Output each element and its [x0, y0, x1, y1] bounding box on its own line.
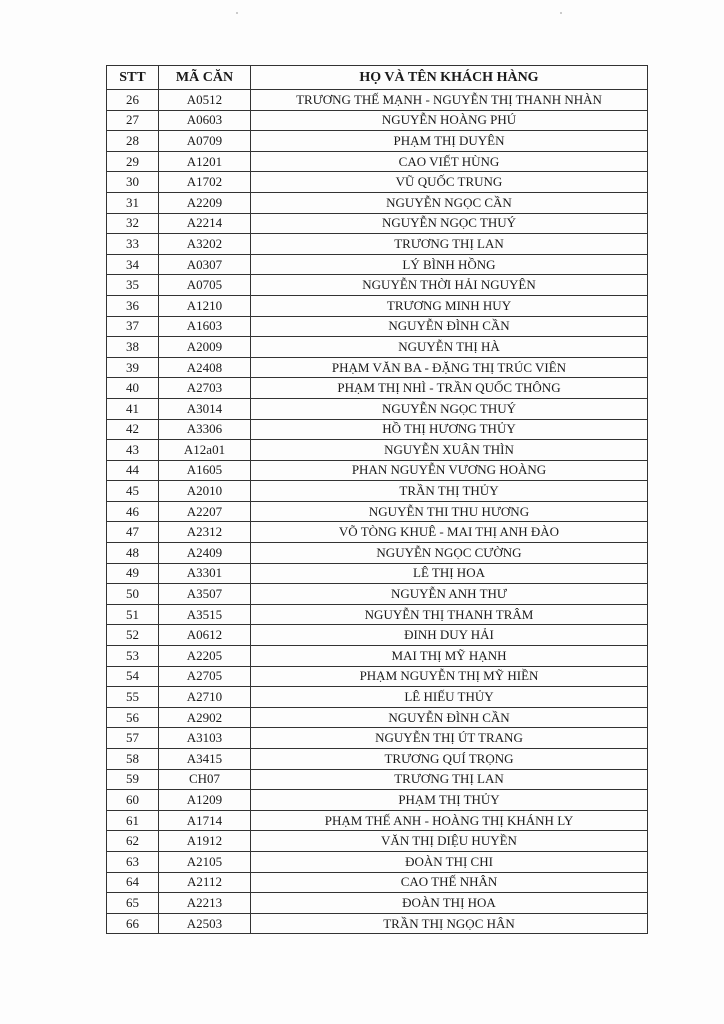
- table-row: [107, 810, 648, 831]
- cell-customer-name: TRƯƠNG QUÍ TRỌNG: [251, 749, 648, 770]
- cell-unit-code: A12a01: [159, 440, 251, 461]
- cell-customer-name: NGUYỄN THỊ HÀ: [251, 337, 648, 358]
- cell-customer-name: VÕ TÒNG KHUÊ - MAI THỊ ANH ĐÀO: [251, 522, 648, 543]
- cell-stt: 40: [107, 378, 159, 399]
- table-row: [107, 213, 648, 234]
- cell-stt: 63: [107, 851, 159, 872]
- cell-customer-name: ĐOÀN THỊ CHI: [251, 851, 648, 872]
- cell-stt: 30: [107, 172, 159, 193]
- cell-unit-code: A1702: [159, 172, 251, 193]
- cell-stt: 26: [107, 90, 159, 111]
- cell-stt: 35: [107, 275, 159, 296]
- cell-stt: 37: [107, 316, 159, 337]
- table-row: [107, 769, 648, 790]
- cell-stt: 66: [107, 913, 159, 934]
- cell-stt: 55: [107, 687, 159, 708]
- cell-unit-code: A0705: [159, 275, 251, 296]
- cell-unit-code: A0603: [159, 110, 251, 131]
- cell-customer-name: TRẦN THỊ THỦY: [251, 481, 648, 502]
- table-row: [107, 872, 648, 893]
- cell-customer-name: VŨ QUỐC TRUNG: [251, 172, 648, 193]
- table-row: [107, 110, 648, 131]
- cell-unit-code: A2205: [159, 646, 251, 667]
- table-row: [107, 151, 648, 172]
- cell-stt: 33: [107, 234, 159, 255]
- cell-customer-name: PHẠM THỊ NHÌ - TRẦN QUỐC THÔNG: [251, 378, 648, 399]
- table-row: [107, 687, 648, 708]
- cell-customer-name: LÊ THỊ HOA: [251, 563, 648, 584]
- table-row: [107, 254, 648, 275]
- cell-stt: 29: [107, 151, 159, 172]
- table-row: [107, 192, 648, 213]
- table-row: [107, 316, 648, 337]
- cell-stt: 54: [107, 666, 159, 687]
- cell-customer-name: TRƯƠNG THỊ LAN: [251, 769, 648, 790]
- cell-customer-name: NGUYỄN ANH THƯ: [251, 584, 648, 605]
- cell-customer-name: NGUYỄN HOÀNG PHÚ: [251, 110, 648, 131]
- cell-customer-name: NGUYỄN NGỌC CẦN: [251, 192, 648, 213]
- cell-customer-name: MAI THỊ MỸ HẠNH: [251, 646, 648, 667]
- cell-unit-code: A2213: [159, 893, 251, 914]
- cell-stt: 47: [107, 522, 159, 543]
- table-row: [107, 378, 648, 399]
- cell-stt: 27: [107, 110, 159, 131]
- cell-stt: 53: [107, 646, 159, 667]
- table-row: [107, 646, 648, 667]
- cell-unit-code: A2710: [159, 687, 251, 708]
- cell-unit-code: A3202: [159, 234, 251, 255]
- cell-stt: 64: [107, 872, 159, 893]
- table-row: [107, 501, 648, 522]
- cell-stt: 56: [107, 707, 159, 728]
- cell-unit-code: A1912: [159, 831, 251, 852]
- table-row: [107, 913, 648, 934]
- cell-unit-code: A2009: [159, 337, 251, 358]
- cell-customer-name: TRƯƠNG MINH HUY: [251, 295, 648, 316]
- cell-unit-code: A1605: [159, 460, 251, 481]
- table-row: [107, 790, 648, 811]
- cell-unit-code: A2703: [159, 378, 251, 399]
- table-row: [107, 543, 648, 564]
- scan-speck: [560, 12, 562, 14]
- cell-stt: 59: [107, 769, 159, 790]
- cell-customer-name: HỒ THỊ HƯƠNG THỦY: [251, 419, 648, 440]
- cell-customer-name: NGUYỄN ĐÌNH CẦN: [251, 316, 648, 337]
- table-row: [107, 728, 648, 749]
- cell-customer-name: NGUYỄN NGỌC CƯỜNG: [251, 543, 648, 564]
- cell-customer-name: NGUYỄN NGỌC THUÝ: [251, 398, 648, 419]
- cell-customer-name: ĐOÀN THỊ HOA: [251, 893, 648, 914]
- cell-stt: 58: [107, 749, 159, 770]
- table-row: [107, 357, 648, 378]
- cell-unit-code: A3301: [159, 563, 251, 584]
- cell-customer-name: NGUYỄN THỊ ÚT TRANG: [251, 728, 648, 749]
- table-row: [107, 419, 648, 440]
- header-customer-name: HỌ VÀ TÊN KHÁCH HÀNG: [251, 66, 648, 90]
- cell-customer-name: TRƯƠNG THỊ LAN: [251, 234, 648, 255]
- cell-customer-name: NGUYỄN THỜI HẢI NGUYÊN: [251, 275, 648, 296]
- cell-customer-name: PHẠM THẾ ANH - HOÀNG THỊ KHÁNH LY: [251, 810, 648, 831]
- table-row: [107, 563, 648, 584]
- cell-stt: 31: [107, 192, 159, 213]
- cell-customer-name: PHẠM THỊ THỦY: [251, 790, 648, 811]
- cell-unit-code: A3306: [159, 419, 251, 440]
- header-stt: STT: [107, 66, 159, 90]
- table-row: [107, 893, 648, 914]
- table-body: [107, 90, 648, 934]
- cell-customer-name: PHẠM VĂN BA - ĐẶNG THỊ TRÚC VIÊN: [251, 357, 648, 378]
- cell-customer-name: PHẠM NGUYỄN THỊ MỸ HIỀN: [251, 666, 648, 687]
- cell-customer-name: VĂN THỊ DIỆU HUYỀN: [251, 831, 648, 852]
- cell-unit-code: A1209: [159, 790, 251, 811]
- cell-customer-name: NGUYỄN XUÂN THÌN: [251, 440, 648, 461]
- table-row: [107, 440, 648, 461]
- table-row: [107, 131, 648, 152]
- cell-stt: 60: [107, 790, 159, 811]
- cell-unit-code: A0709: [159, 131, 251, 152]
- cell-unit-code: A2214: [159, 213, 251, 234]
- cell-unit-code: A2902: [159, 707, 251, 728]
- cell-stt: 42: [107, 419, 159, 440]
- cell-stt: 41: [107, 398, 159, 419]
- cell-stt: 43: [107, 440, 159, 461]
- cell-unit-code: A0307: [159, 254, 251, 275]
- table-row: [107, 90, 648, 111]
- cell-unit-code: A2112: [159, 872, 251, 893]
- cell-stt: 34: [107, 254, 159, 275]
- cell-unit-code: A3507: [159, 584, 251, 605]
- table-row: [107, 749, 648, 770]
- cell-stt: 36: [107, 295, 159, 316]
- table-row: [107, 398, 648, 419]
- table-row: [107, 707, 648, 728]
- table-row: [107, 460, 648, 481]
- cell-customer-name: LÊ HIẾU THỦY: [251, 687, 648, 708]
- cell-stt: 49: [107, 563, 159, 584]
- table-row: [107, 522, 648, 543]
- table-row: [107, 584, 648, 605]
- cell-unit-code: A3014: [159, 398, 251, 419]
- table-row: [107, 295, 648, 316]
- cell-customer-name: ĐINH DUY HẢI: [251, 625, 648, 646]
- cell-customer-name: NGUYỄN ĐÌNH CẦN: [251, 707, 648, 728]
- table-row: [107, 172, 648, 193]
- cell-stt: 65: [107, 893, 159, 914]
- customer-table: [106, 65, 648, 934]
- table-row: [107, 481, 648, 502]
- cell-stt: 52: [107, 625, 159, 646]
- table-row: [107, 275, 648, 296]
- cell-customer-name: PHAN NGUYỄN VƯƠNG HOÀNG: [251, 460, 648, 481]
- cell-unit-code: A2209: [159, 192, 251, 213]
- cell-stt: 32: [107, 213, 159, 234]
- cell-unit-code: A1714: [159, 810, 251, 831]
- cell-unit-code: A0512: [159, 90, 251, 111]
- cell-customer-name: TRẦN THỊ NGỌC HÂN: [251, 913, 648, 934]
- table-header-row: [107, 66, 648, 90]
- cell-stt: 51: [107, 604, 159, 625]
- cell-stt: 38: [107, 337, 159, 358]
- cell-stt: 39: [107, 357, 159, 378]
- cell-unit-code: A1603: [159, 316, 251, 337]
- cell-unit-code: A3415: [159, 749, 251, 770]
- table-row: [107, 234, 648, 255]
- cell-unit-code: A3515: [159, 604, 251, 625]
- cell-unit-code: A2409: [159, 543, 251, 564]
- cell-customer-name: LÝ BÌNH HỒNG: [251, 254, 648, 275]
- table-row: [107, 666, 648, 687]
- cell-unit-code: A2705: [159, 666, 251, 687]
- table-row: [107, 604, 648, 625]
- cell-unit-code: A2010: [159, 481, 251, 502]
- scan-speck: [236, 12, 238, 14]
- cell-stt: 48: [107, 543, 159, 564]
- cell-customer-name: NGUYỄN THI THU HƯƠNG: [251, 501, 648, 522]
- table-row: [107, 625, 648, 646]
- cell-customer-name: PHẠM THỊ DUYÊN: [251, 131, 648, 152]
- cell-stt: 46: [107, 501, 159, 522]
- cell-stt: 57: [107, 728, 159, 749]
- cell-customer-name: TRƯƠNG THẾ MẠNH - NGUYỄN THỊ THANH NHÀN: [251, 90, 648, 111]
- cell-customer-name: NGUYỄN THỊ THANH TRÂM: [251, 604, 648, 625]
- table-row: [107, 851, 648, 872]
- cell-unit-code: CH07: [159, 769, 251, 790]
- cell-unit-code: A3103: [159, 728, 251, 749]
- cell-stt: 45: [107, 481, 159, 502]
- cell-unit-code: A1201: [159, 151, 251, 172]
- cell-stt: 61: [107, 810, 159, 831]
- cell-customer-name: CAO VIẾT HÙNG: [251, 151, 648, 172]
- cell-stt: 44: [107, 460, 159, 481]
- table-row: [107, 337, 648, 358]
- cell-unit-code: A2207: [159, 501, 251, 522]
- cell-unit-code: A2408: [159, 357, 251, 378]
- cell-unit-code: A1210: [159, 295, 251, 316]
- table-row: [107, 831, 648, 852]
- header-unit-code: MÃ CĂN: [159, 66, 251, 90]
- cell-stt: 50: [107, 584, 159, 605]
- cell-unit-code: A2105: [159, 851, 251, 872]
- cell-unit-code: A2503: [159, 913, 251, 934]
- cell-stt: 62: [107, 831, 159, 852]
- cell-customer-name: NGUYỄN NGỌC THUÝ: [251, 213, 648, 234]
- cell-unit-code: A0612: [159, 625, 251, 646]
- cell-customer-name: CAO THẾ NHÂN: [251, 872, 648, 893]
- cell-stt: 28: [107, 131, 159, 152]
- cell-unit-code: A2312: [159, 522, 251, 543]
